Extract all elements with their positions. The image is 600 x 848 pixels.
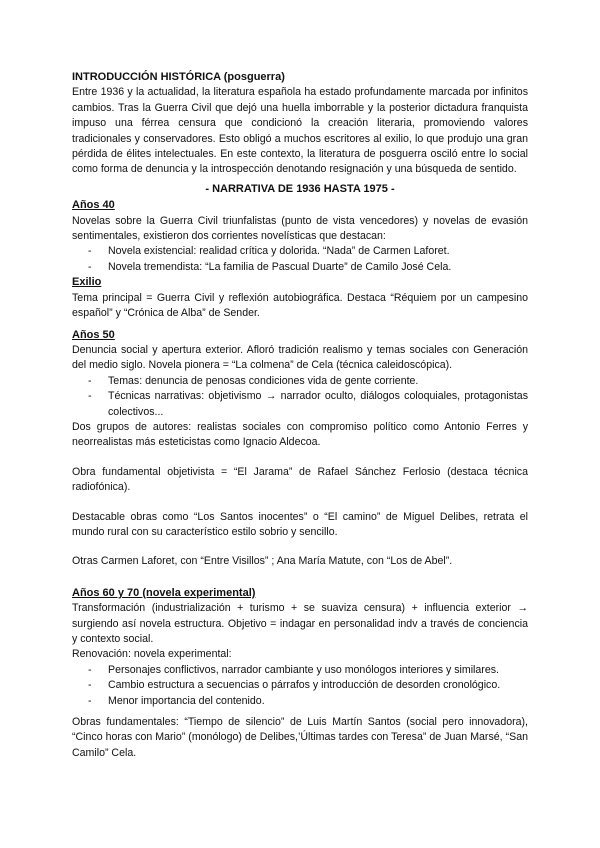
anos50-heading: Años 50 — [72, 328, 115, 341]
narrativa-title: - NARRATIVA DE 1936 HASTA 1975 - — [205, 182, 395, 195]
list-item: - Personajes conflictivos, narrador cambiante y uso monólogos interiores y similares. — [88, 663, 499, 676]
anos60-obras: Obras fundamentales: “Tiempo de silencio” de Luis Martín Santos (social pero innovadora), “Cinco horas con Mario” (monólogo) de Delibes,’Últimas tardes con Teresa” de Juan Marsé, “San Camilo” Cela. — [72, 716, 528, 759]
anos50-grupos: Dos grupos de autores: realistas sociales con compromiso político como Antonio Ferres y neorrealistas más esteticistas como Ignacio Aldecoa. — [72, 420, 528, 449]
list-item: - Novela existencial: realidad crítica y dolorida. “Nada” de Carmen Laforet. — [88, 245, 450, 258]
intro-title: INTRODUCCIÓN HISTÓRICA (posguerra) — [72, 71, 285, 83]
anos50-paragraph: Denuncia social y apertura exterior. Afloró tradición realismo y temas sociales con Generación del medio siglo. Novela pionera = “La colmena” de Cela (técnica caleidoscópica). — [72, 343, 528, 372]
anos50-otras: Otras Carmen Laforet, con “Entre Visillos” ; Ana María Matute, con “Los de Abel”. — [72, 555, 453, 568]
list-item: - Técnicas narrativas: objetivismo → narrador oculto, diálogos coloquiales, protagonistas colectivos... — [88, 390, 528, 418]
list-item: - Cambio estructura a secuencias o párrafos y introducción de desorden cronológico. — [88, 679, 501, 692]
list-item: - Menor importancia del contenido. — [88, 694, 265, 707]
exilio-heading: Exilio — [72, 276, 102, 289]
anos40-list — [72, 244, 528, 275]
document-page — [72, 70, 528, 761]
anos60-list — [72, 663, 528, 709]
anos40-heading: Años 40 — [72, 199, 115, 212]
anos40-paragraph: Novelas sobre la Guerra Civil triunfalistas (punto de vista vencedores) y novelas de evasión sentimentales, existieron dos corrientes novelísticas que destacan: — [72, 214, 528, 243]
anos50-list — [72, 374, 528, 420]
anos60-paragraph: Transformación (industrialización + turismo + se suaviza censura) + influencia exterior → surgiendo así novela estructura. Objetivo = indagar en personalidad indv a través de conciencia y contexto social. — [72, 602, 528, 645]
list-item: - Temas: denuncia de penosas condiciones vida de gente corriente. — [88, 374, 419, 387]
intro-paragraph: Entre 1936 y la actualidad, la literatura española ha estado profundamente marcada por infinitos cambios. Tras la Guerra Civil que dejó una huella imborrable y la posterior dictadura franquista impuso una férrea censura que condicionó la creación literaria, promoviendo valores tradicionales y conservadores. Esto obligó a muchos escritores al exilio, lo que produjo una gran pérdida de élites intelectuales. En este contexto, la literatura de posguerra osciló entre lo social como forma de denuncia y la introspección denotando resignación y una búsqueda de sentido. — [72, 86, 528, 176]
anos50-destacable: Destacable obras como “Los Santos inocentes” o “El camino” de Miguel Delibes, retrata el mundo rural con su característico estilo sobrio y sencillo. — [72, 510, 528, 538]
anos60-renovacion: Renovación: novela experimental: — [72, 648, 232, 661]
anos50-obra: Obra fundamental objetivista = “El Jarama” de Rafael Sánchez Ferlosio (destaca técnica radiofónica). — [72, 465, 528, 494]
list-item: - Novela tremendista: “La familia de Pascual Duarte” de Camilo José Cela. — [88, 260, 452, 273]
exilio-paragraph: Tema principal = Guerra Civil y reflexión autobiográfica. Destaca “Réquiem por un campesino español” y “Crónica de Alba” de Sender. — [72, 291, 528, 320]
anos60-heading: Años 60 y 70 (novela experimental) — [72, 586, 256, 599]
